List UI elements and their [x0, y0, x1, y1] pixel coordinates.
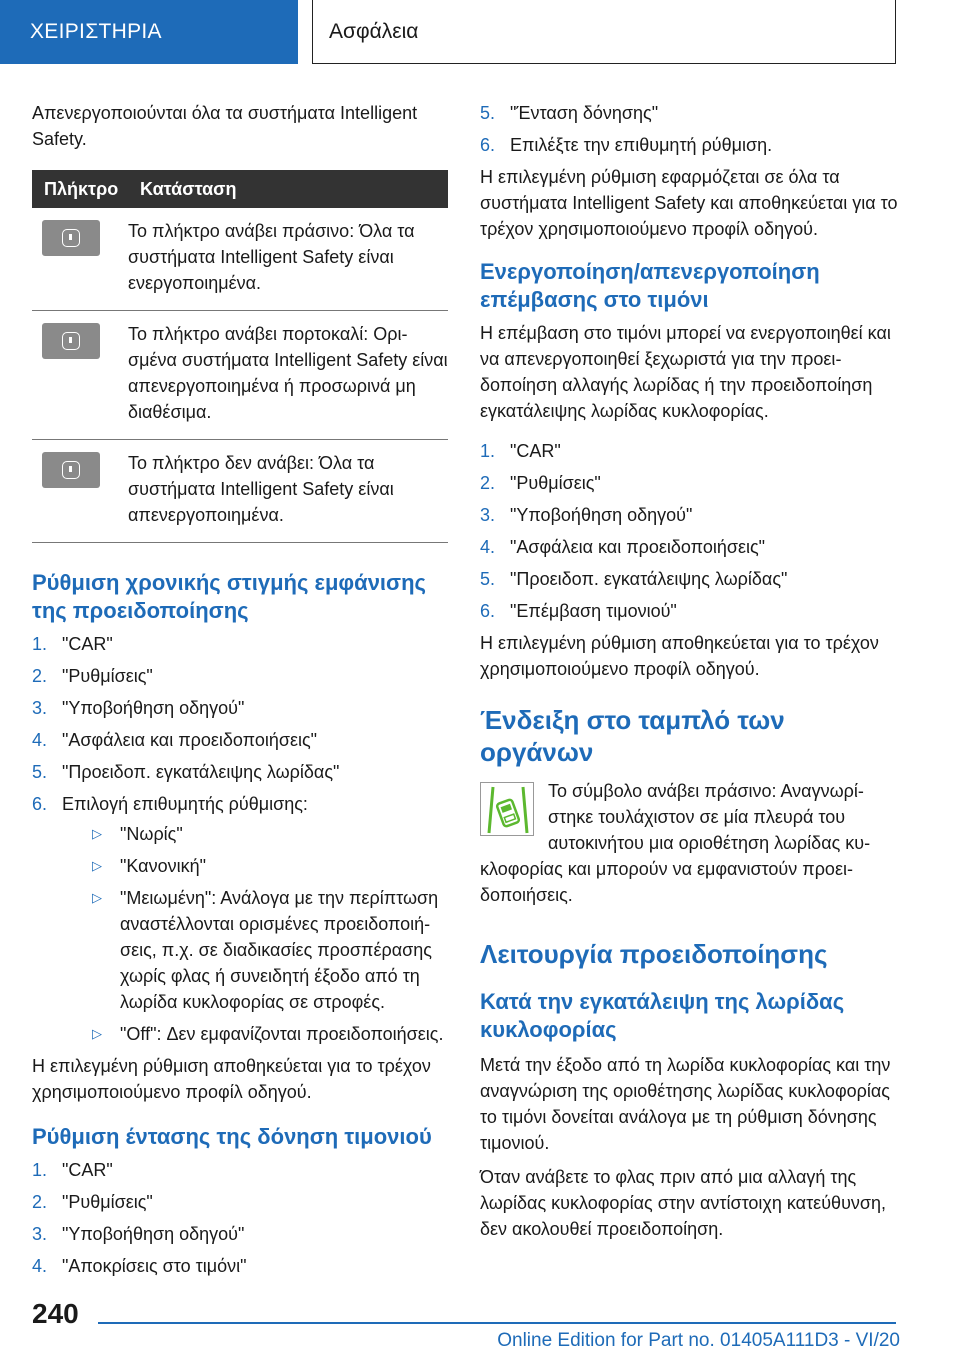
- key-status-table: [32, 170, 448, 543]
- list-item: 1. "CAR": [32, 1160, 113, 1180]
- list-item: ▷ "Νωρίς": [62, 821, 448, 847]
- list-item: 4. "Ασφάλεια και προειδοποιήσεις": [480, 537, 766, 557]
- list-item: 6. "Επέμβαση τιμονιού": [480, 601, 677, 621]
- triangle-bullet-icon: ▷: [92, 858, 102, 873]
- table-cell-status: Το πλήκτρο δεν ανάβει: Όλα τα συστήματα Intelligent Safety είναι απενεργοποιημένα.: [128, 440, 448, 543]
- list-item: 4. "Ασφάλεια και προειδοποιήσεις": [32, 730, 318, 750]
- vibration-after-text: Η επιλεγμένη ρύθμιση εφαρμόζεται σε όλα τα συστήματα Intelligent Safety και αποθηκεύεται για το τρέχον χρησιμοποιούμενο προφίλ οδηγού.: [480, 167, 898, 239]
- triangle-bullet-icon: ▷: [92, 890, 102, 905]
- list-item: 1. "CAR": [32, 634, 113, 654]
- display-block: [480, 778, 898, 908]
- steering-after-text: Η επιλεγμένη ρύθμιση αποθηκεύεται για το τρέχον χρησιμοποιούμενο προφίλ οδηγού.: [480, 633, 879, 679]
- leaving-text-1: Μετά την έξοδο από τη λωρίδα κυκλοφορίας και την αναγνώριση της οριοθέτησης λωρίδας κυκλοφορίας το τιμόνι δονείται ανάλογα με τη ρύθμιση δόνησης τιμονιού.: [480, 1055, 891, 1153]
- table-cell-status: Το πλήκτρο ανάβει πράσινο: Όλα τα συστήματα Intelligent Safety είναι ενεργοποιημένα.: [128, 208, 448, 311]
- triangle-bullet-icon: ▷: [92, 1026, 102, 1041]
- table-cell-status: Το πλήκτρο ανάβει πορτοκαλί: Ορισμένα συστήματα Intelligent Safety είναι απενεργοποιημένα ή προσωρινά μη διαθέσιμα.: [128, 311, 448, 440]
- lane-departure-indicator-icon: [480, 782, 534, 836]
- list-item: 1. "CAR": [480, 441, 561, 461]
- heading-steering-intervention: Ενεργοποίηση/απενεργοποίηση επέμβασης στο τιμόνι: [480, 259, 820, 312]
- list-item: 2. "Ρυθμίσεις": [480, 473, 601, 493]
- safety-button-icon: [42, 452, 100, 488]
- steering-intro-text: Η επέμβαση στο τιμόνι μπορεί να ενεργοποιηθεί και να απενεργοποιηθεί ξεχωριστά για την προειδοποίηση αλλαγής λωρίδας ή την προειδοποίηση εγκατάλειψης λωρίδας κυκλοφορίας.: [480, 323, 891, 421]
- list-item: 6. Επιλογή επιθυμητής ρύθμισης: ▷ "Νωρίς" ▷ "Κανονική" ▷ "Μειωμένη": Ανάλογα με την περίπτωση αναστέλλονται ορισμένες προειδοποιήσεις, π.χ. σε διαδικασίες προσπέρασης χωρίς φλας ή συνειδητή έξοδο από τη λωρίδα κυκλοφορίας σε στροφές. ▷ "Off": Δεν εμφανίζονται προειδοποιήσεις.: [32, 791, 448, 1047]
- vibration-steps-cont-list: [480, 100, 898, 158]
- heading-instrument-display: Ένδειξη στο ταμπλό των οργάνων: [480, 705, 785, 767]
- list-item: ▷ "Off": Δεν εμφανίζονται προειδοποιήσεις.: [62, 1021, 448, 1047]
- intro-text: Απενεργοποιούνται όλα τα συστήματα Intelligent Safety.: [32, 103, 418, 149]
- table-header-key: Πλήκτρο: [32, 170, 128, 208]
- safety-button-icon: [42, 323, 100, 359]
- heading-warning-timing: Ρύθμιση χρονικής στιγμής εμφάνισης της προειδοποίησης: [32, 570, 426, 623]
- safety-button-icon: [42, 220, 100, 256]
- timing-after-text: Η επιλεγμένη ρύθμιση αποθηκεύεται για το τρέχον χρησιμοποιούμενο προφίλ οδηγού.: [32, 1056, 431, 1102]
- list-item: 5. "Προειδοπ. εγκατάλειψης λωρίδας": [480, 569, 788, 589]
- heading-leaving-lane: Κατά την εγκατάλειψη της λωρίδας κυκλοφορίας: [480, 989, 845, 1042]
- footer-divider: [98, 1322, 896, 1324]
- right-column: [480, 100, 898, 1250]
- section-tab: ΧΕΙΡΙΣΤΗΡΙΑ: [0, 0, 298, 64]
- page-number: 240: [32, 1298, 79, 1329]
- list-item: 6. Επιλέξτε την επιθυμητή ρύθμιση.: [480, 135, 773, 155]
- page-title: Ασφάλεια: [312, 0, 896, 64]
- list-item: 4. "Αποκρίσεις στο τιμόνι": [32, 1256, 247, 1276]
- list-item: ▷ "Μειωμένη": Ανάλογα με την περίπτωση αναστέλλονται ορισμένες προειδοποιήσεις, π.χ. σε διαδικασίες προσπέρασης χωρίς φλας ή συνειδητή έξοδο από τη λωρίδα κυκλοφορίας σε στροφές.: [62, 885, 448, 1015]
- leaving-text-2: Όταν ανάβετε το φλας πριν από μια αλλαγή της λωρίδας κυκλοφορίας στην αντίστοιχη κατεύθυνση, δεν ακολουθεί προειδοποίηση.: [480, 1167, 887, 1239]
- list-item: 2. "Ρυθμίσεις": [32, 1192, 153, 1212]
- table-row: [32, 208, 448, 311]
- table-row: [32, 311, 448, 440]
- table-row: [32, 440, 448, 543]
- list-item: 2. "Ρυθμίσεις": [32, 666, 153, 686]
- heading-warning-function: Λειτουργία προειδοποίησης: [480, 939, 828, 969]
- timing-options-list: [62, 821, 448, 1047]
- list-item: 3. "Υποβοήθηση οδηγού": [480, 505, 693, 525]
- table-header-status: Κατάσταση: [128, 170, 448, 208]
- left-column: [32, 100, 448, 1285]
- list-item: 3. "Υποβοήθηση οδηγού": [32, 698, 245, 718]
- triangle-bullet-icon: ▷: [92, 826, 102, 841]
- list-item: 5. "Ένταση δόνησης": [480, 103, 659, 123]
- footer-edition: Online Edition for Part no. 01405A111D3 - VI/20: [497, 1330, 900, 1351]
- display-text: Το σύμβολο ανάβει πράσινο: Αναγνωρίστηκε τουλάχιστον σε μία πλευρά του αυτοκινήτου μια οριοθέτηση λωρίδας κυκλοφορίας και μπορούν να εμφανιστούν προειδοποιήσεις.: [480, 781, 871, 905]
- list-item: 5. "Προειδοπ. εγκατάλειψης λωρίδας": [32, 762, 340, 782]
- heading-vibration: Ρύθμιση έντασης της δόνηση τιμονιού: [32, 1124, 432, 1149]
- list-item: 3. "Υποβοήθηση οδηγού": [32, 1224, 245, 1244]
- list-item: ▷ "Κανονική": [62, 853, 448, 879]
- timing-steps-list: [32, 631, 448, 1047]
- vibration-steps-list: [32, 1157, 448, 1279]
- steering-steps-list: [480, 438, 898, 624]
